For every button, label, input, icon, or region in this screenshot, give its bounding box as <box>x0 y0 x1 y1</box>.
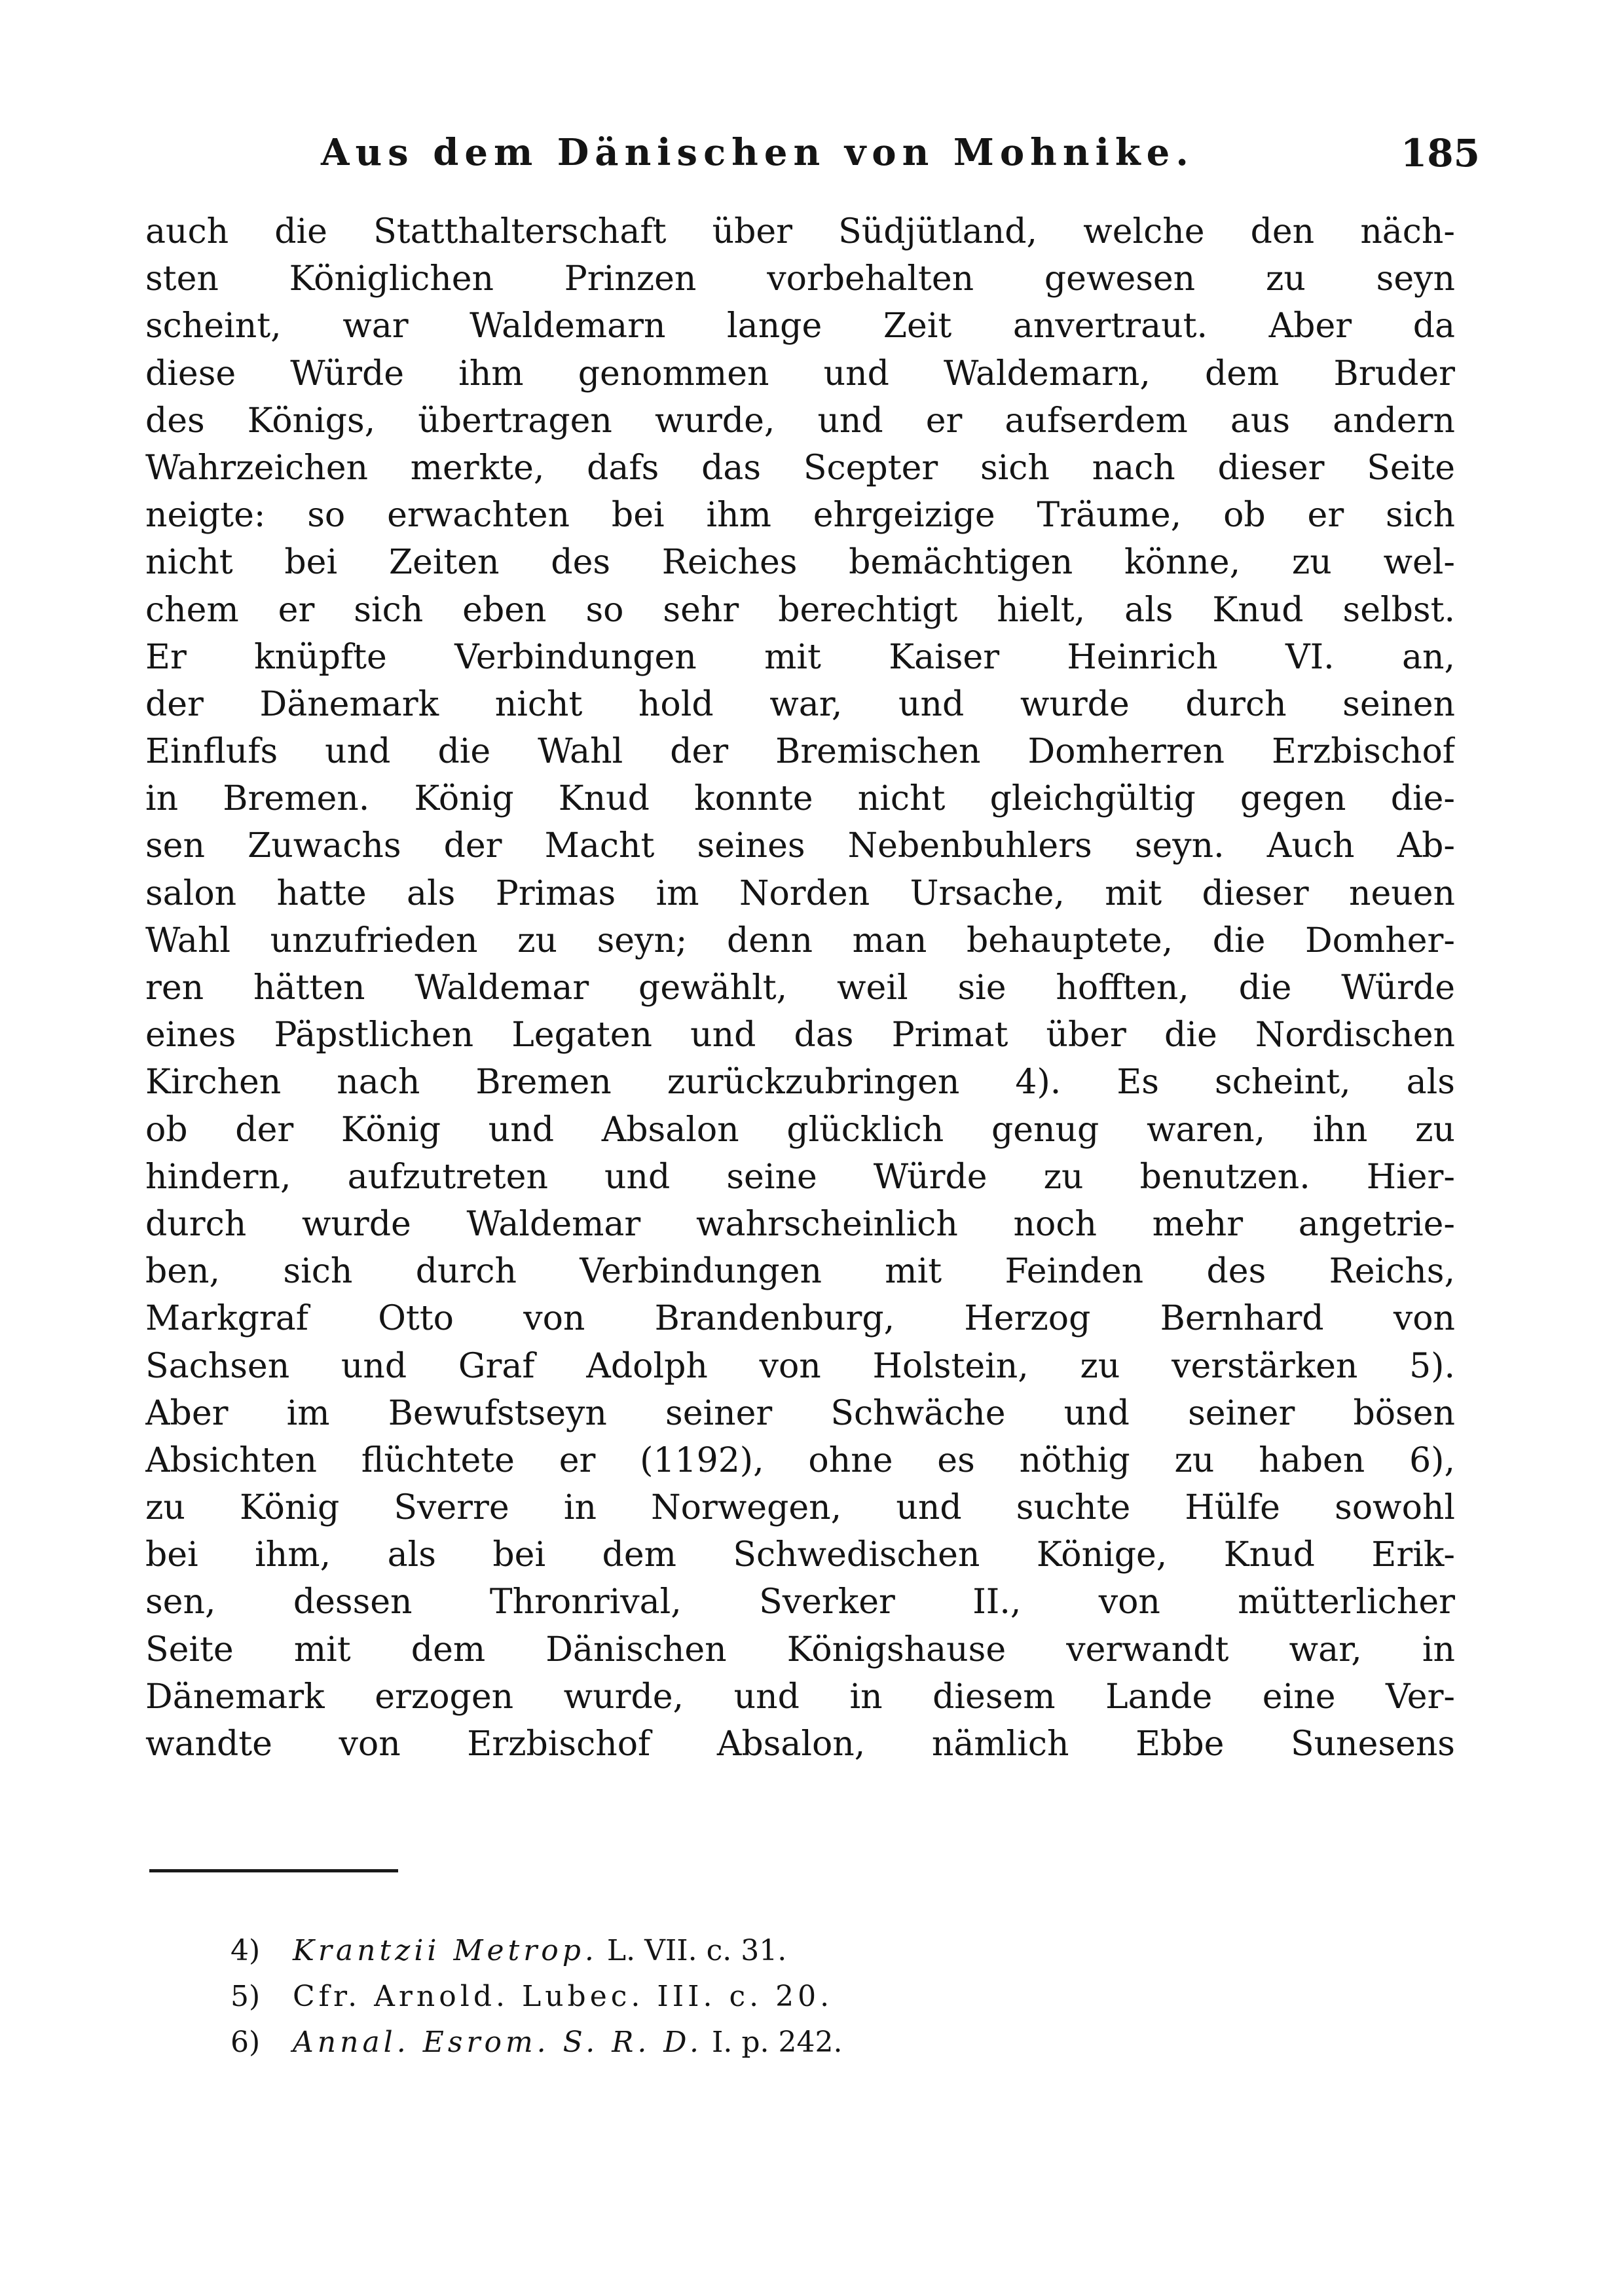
text-line: des Königs, übertragen wurde, und er aufserdem aus andern <box>145 401 1455 441</box>
text-line: hindern, aufzutreten und seine Würde zu benutzen. Hier- <box>145 1157 1455 1197</box>
text-line: sen Zuwachs der Macht seines Nebenbuhlers seyn. Auch Ab- <box>145 826 1455 866</box>
text-line: salon hatte als Primas im Norden Ursache, mit dieser neuen <box>145 873 1455 913</box>
text-line: ob der König und Absalon glücklich genug waren, ihn zu <box>145 1110 1455 1150</box>
text-line: eines Päpstlichen Legaten und das Primat über die Nordischen <box>145 1015 1455 1055</box>
text-line: neigte: so erwachten bei ihm ehrgeizige Träume, ob er sich <box>145 496 1455 536</box>
text-line: bei ihm, als bei dem Schwedischen Könige, Knud Erik- <box>145 1535 1455 1575</box>
page-header <box>308 131 1480 190</box>
text-line: scheint, war Waldemarn lange Zeit anvertraut. Aber da <box>145 306 1455 346</box>
text-line: wandte von Erzbischof Absalon, nämlich Ebbe Sunesens <box>145 1724 1455 1764</box>
running-head: Aus dem Dänischen von Mohnike. <box>321 131 1194 174</box>
footnote-ref: L. VII. c. 31. <box>597 1934 787 1967</box>
footnote-rule <box>149 1869 398 1872</box>
footnote-ref: I. p. 242. <box>703 2026 843 2059</box>
text-line: ben, sich durch Verbindungen mit Feinden des Reichs, <box>145 1252 1455 1292</box>
footnote-4 <box>231 1928 1278 1974</box>
text-line: durch wurde Waldemar wahrscheinlich noch mehr angetrie- <box>145 1204 1455 1244</box>
footnote-number: 5) <box>231 1980 261 2013</box>
text-line: der Dänemark nicht hold war, und wurde durch seinen <box>145 684 1455 724</box>
footnote-5 <box>231 1974 1278 2020</box>
text-line: Dänemark erzogen wurde, und in diesem Lande eine Ver- <box>145 1677 1455 1717</box>
text-line: Wahl unzufrieden zu seyn; denn man behauptete, die Domher- <box>145 920 1455 960</box>
text-line: nicht bei Zeiten des Reiches bemächtigen könne, zu wel- <box>145 543 1455 583</box>
text-line: diese Würde ihm genommen und Waldemarn, dem Bruder <box>145 354 1455 393</box>
footnote-number: 6) <box>231 2026 261 2059</box>
page-number: 185 <box>1400 131 1480 175</box>
footnote-number: 4) <box>231 1934 261 1967</box>
text-line: chem er sich eben so sehr berechtigt hielt, als Knud selbst. <box>145 590 1455 630</box>
text-line: sten Königlichen Prinzen vorbehalten gewesen zu seyn <box>145 259 1455 299</box>
text-line: Aber im Bewufstseyn seiner Schwäche und seiner bösen <box>145 1393 1455 1433</box>
text-line: ren hätten Waldemar gewählt, weil sie hofften, die Würde <box>145 968 1455 1008</box>
footnote-6 <box>231 2020 1278 2066</box>
footnote-ref: Cfr. Arnold. Lubec. III. c. 20. <box>293 1980 834 2013</box>
text-line: Sachsen und Graf Adolph von Holstein, zu verstärken 5). <box>145 1346 1455 1386</box>
text-line: Seite mit dem Dänischen Königshause verwandt war, in <box>145 1630 1455 1669</box>
text-line: Er knüpfte Verbindungen mit Kaiser Heinrich VI. an, <box>145 637 1455 677</box>
text-line: Absichten flüchtete er (1192), ohne es nöthig zu haben 6), <box>145 1440 1455 1480</box>
footnote-source: Krantzii Metrop. <box>293 1934 598 1967</box>
text-line: auch die Statthalterschaft über Südjütland, welche den näch- <box>145 212 1455 251</box>
text-line: Wahrzeichen merkte, dafs das Scepter sich nach dieser Seite <box>145 448 1455 488</box>
text-line: Markgraf Otto von Brandenburg, Herzog Bernhard von <box>145 1299 1455 1339</box>
text-line: in Bremen. König Knud konnte nicht gleichgültig gegen die- <box>145 779 1455 819</box>
main-text <box>145 208 1455 1768</box>
text-line: Kirchen nach Bremen zurückzubringen 4). Es scheint, als <box>145 1063 1455 1102</box>
text-line: zu König Sverre in Norwegen, und suchte Hülfe sowohl <box>145 1488 1455 1528</box>
text-line: Einflufs und die Wahl der Bremischen Domherren Erzbischof <box>145 732 1455 772</box>
footnote-source: Annal. Esrom. S. R. D. <box>293 2026 703 2059</box>
text-line: sen, dessen Thronrival, Sverker II., von mütterlicher <box>145 1582 1455 1622</box>
footnotes <box>231 1928 1278 2066</box>
